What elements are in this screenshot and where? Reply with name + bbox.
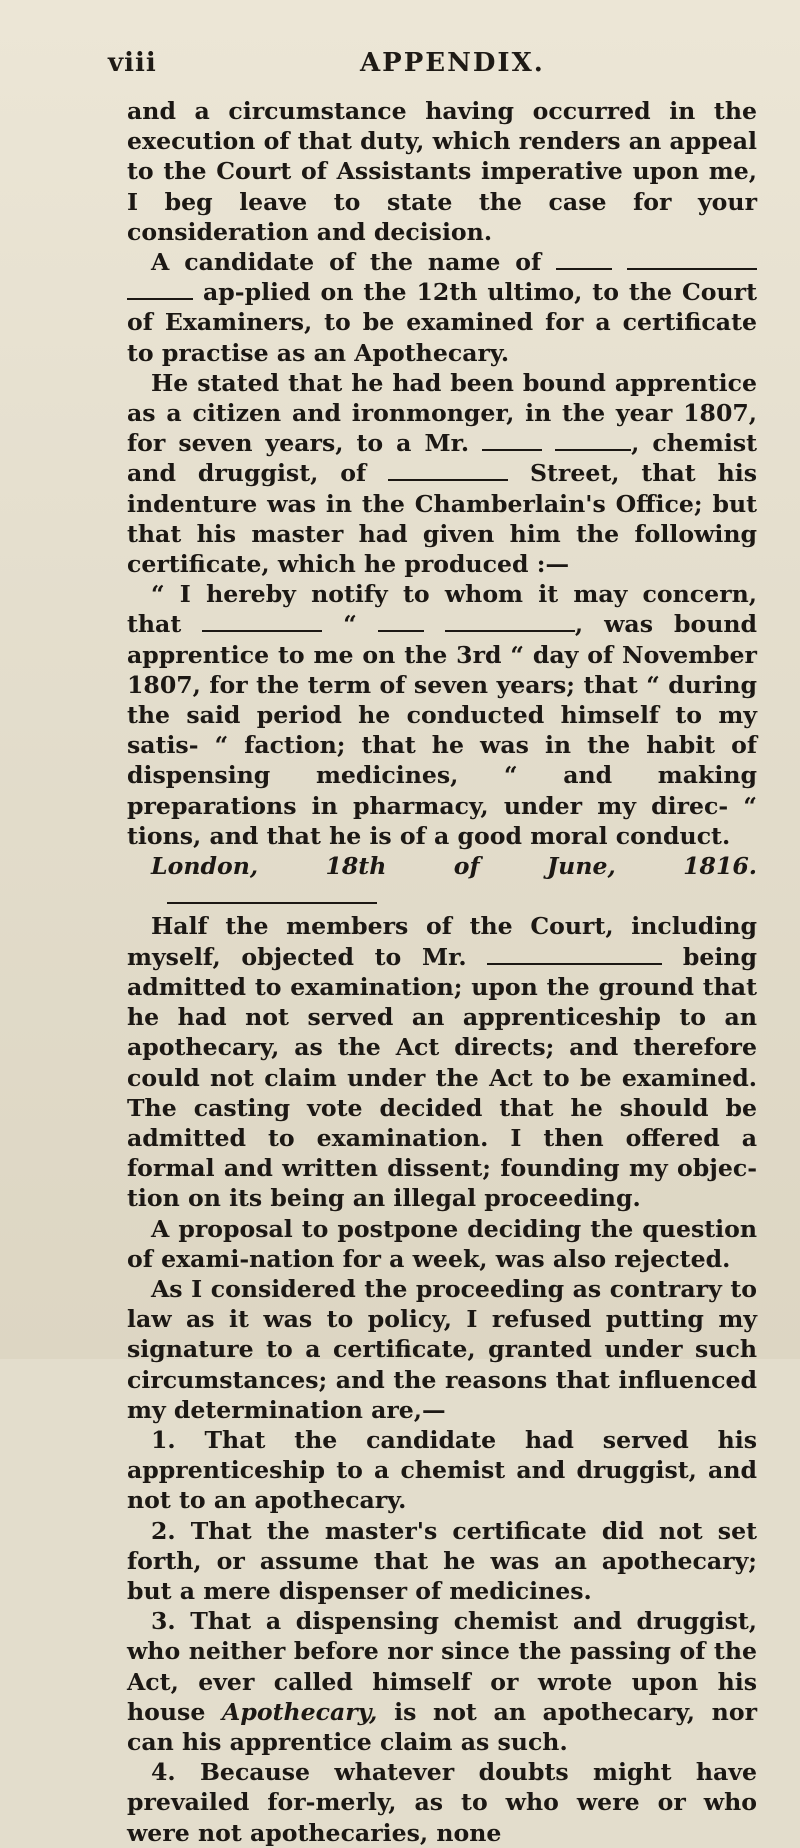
name-blank [487, 950, 662, 965]
paragraph-apprentice: He stated that he had been bound apprentice as a citizen and ironmonger, in the year 1807, for seven years, to a Mr. , chemist and druggist, of Street, that his indenture was in the Chamberlain's Office; but that his master had given him the following certificate, which he produced :— [127, 368, 758, 579]
name-blank [627, 255, 757, 270]
page-number: viii [108, 48, 157, 78]
name-blank [378, 617, 424, 632]
paragraph-certificate-quote: “ I hereby notify to whom it may concern, that “ , was bound apprentice to me on the 3rd “ day of November 1807, for the term of seven years; that “ during the said period he conducted himself to my satis- “ faction; that he was in the habit of dispensing medicines, “ and making preparations in pharmacy, under my direc- “ tions, and that he is of a good moral conduct. [127, 580, 758, 850]
signature-rule [167, 892, 377, 905]
paragraph-proposal: A proposal to postpone deciding the question of exami-nation for a week, was also rejected. [127, 1214, 757, 1273]
certificate-dateline: London, 18th of June, 1816. [127, 851, 757, 911]
name-blank [555, 436, 631, 451]
name-blank [556, 255, 612, 270]
name-blank [445, 617, 575, 632]
paragraph-intro: and a circumstance having occurred in the execution of that duty, which renders an appeal to the Court of Assistants imperative upon me, I beg leave to state the case for your consideration and decision. [127, 97, 757, 246]
reason-1: 1. That the candidate had served his apprenticeship to a chemist and druggist, and not to an apothecary. [127, 1425, 757, 1515]
name-blank [127, 285, 193, 300]
name-blank [202, 617, 322, 632]
body-text [127, 96, 757, 1848]
paragraph-objection: Half the members of the Court, including myself, objected to Mr. being admitted to examination; upon the ground that he had not served an apprenticeship to an apothecary, as the Act directs; and therefore could not claim under the Act to be examined. The casting vote decided that he should be admitted to examination. I then offered a formal and written dissent; founding my objec-tion on its being an illegal proceeding. [127, 912, 758, 1213]
name-blank [388, 466, 508, 481]
reason-4: 4. Because whatever doubts might have prevailed for-merly, as to who were or who were not apothecaries, none [127, 1758, 757, 1847]
name-blank [482, 436, 542, 451]
paragraph-refusal: As I considered the proceeding as contrary to law as it was to policy, I refused putting my signature to a certificate, granted under such circumstances; and the reasons that influenced my determination are,— [127, 1274, 757, 1424]
running-title: APPENDIX. [360, 48, 545, 78]
reason-2: 2. That the master's certificate did not set forth, or assume that he was an apothecary; but a mere dispenser of medicines. [127, 1516, 757, 1605]
reason-3: 3. That a dispensing chemist and druggist, who neither before nor since the passing of the Act, ever called himself or wrote upon his house Apothecary, is not an apothecary, nor can his apprentice claim as such. [127, 1607, 758, 1756]
page-header [108, 48, 760, 88]
paragraph-candidate: A candidate of the name of ap-plied on the 12th ultimo, to the Court of Examiners, to be examined for a certificate to practise as an Apothecary. [127, 248, 758, 367]
